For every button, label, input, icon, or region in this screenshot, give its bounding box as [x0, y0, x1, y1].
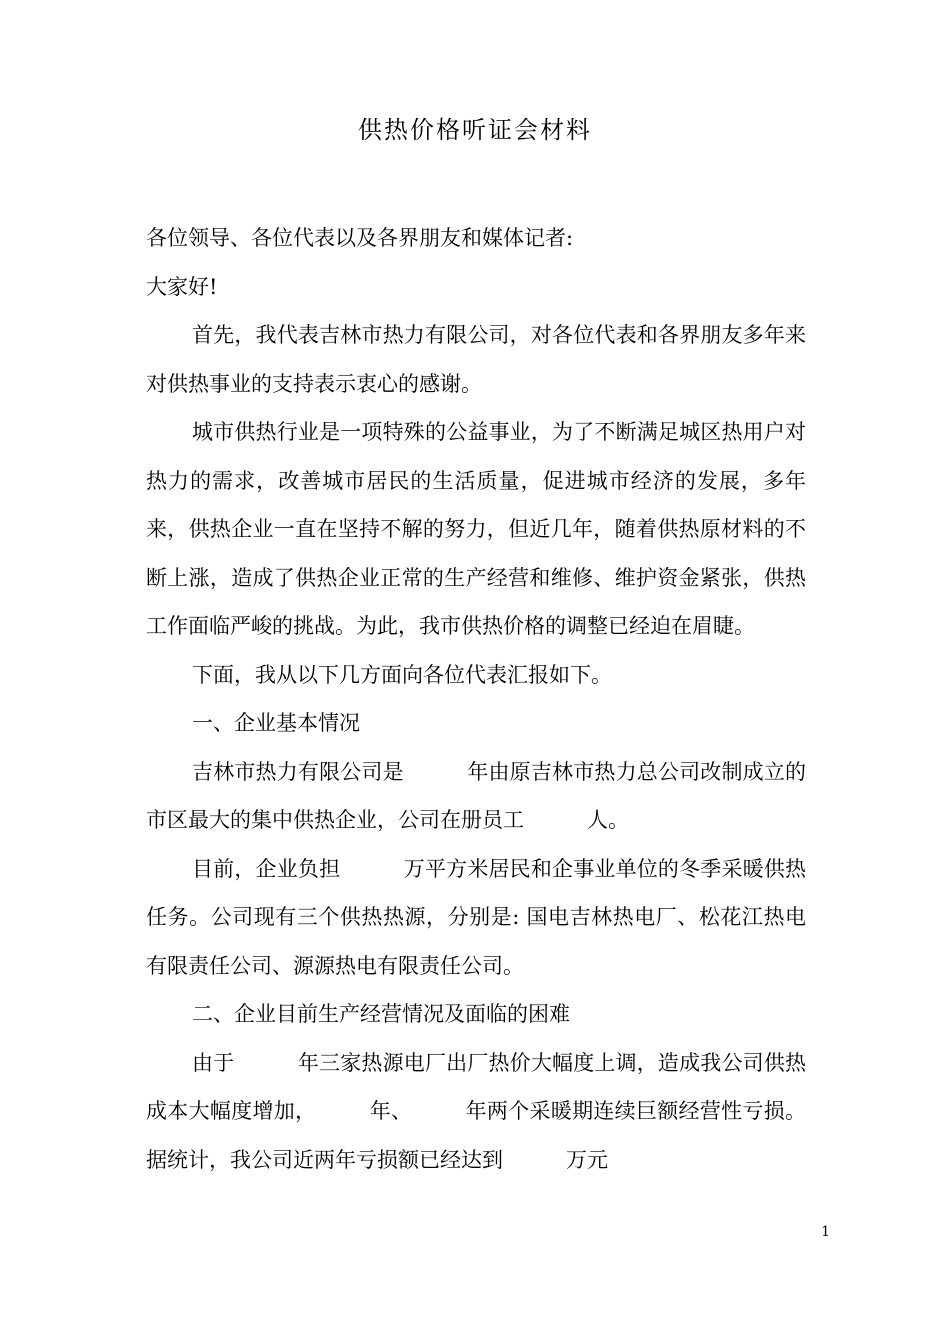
page-number: 1: [821, 1224, 830, 1240]
paragraph-industry-background: 城市供热行业是一项特殊的公益事业，为了不断满足城区热用户对热力的需求，改善城市居民的生活质量，促进城市经济的发展，多年来，供热企业一直在坚持不解的努力，但近几年，随着供热原材料的不断上涨，造成了供热企业正常的生产经营和维修、维护资金紧张，供热工作面临严峻的挑战。为此，我市供热价格的调整已经迫在眉睫。: [146, 420, 806, 638]
document-title: 供热价格听证会材料: [358, 116, 592, 144]
paragraph-thanks: 首先，我代表吉林市热力有限公司，对各位代表和各界朋友多年来对供热事业的支持表示衷心的感谢。: [146, 323, 806, 396]
salutation: 各位领导、各位代表以及各界朋友和媒体记者:: [146, 226, 574, 250]
paragraph-company-info: 吉林市热力有限公司是 年由原吉林市热力总公司改制成立的市区最大的集中供热企业，公司在册员工 人。: [146, 759, 806, 832]
greeting: 大家好!: [146, 274, 218, 299]
section-heading-difficulties: 二、企业目前生产经营情况及面临的困难: [192, 1002, 570, 1026]
section-heading-basic-info: 一、企业基本情况: [192, 711, 360, 735]
document-body: [146, 214, 806, 1184]
paragraph-report-intro: 下面，我从以下几方面向各位代表汇报如下。: [192, 662, 612, 687]
paragraph-heating-sources: 目前，企业负担 万平方米居民和企事业单位的冬季采暖供热任务。公司现有三个供热热源，分别是: 国电吉林热电厂、松花江热电有限责任公司、源源热电有限责任公司。: [146, 856, 806, 978]
paragraph-losses: 由于 年三家热源电厂出厂热价大幅度上调，造成我公司供热成本大幅度增加， 年、 年两个采暖期连续巨额经营性亏损。据统计，我公司近两年亏损额已经达到 万元: [146, 1050, 806, 1172]
